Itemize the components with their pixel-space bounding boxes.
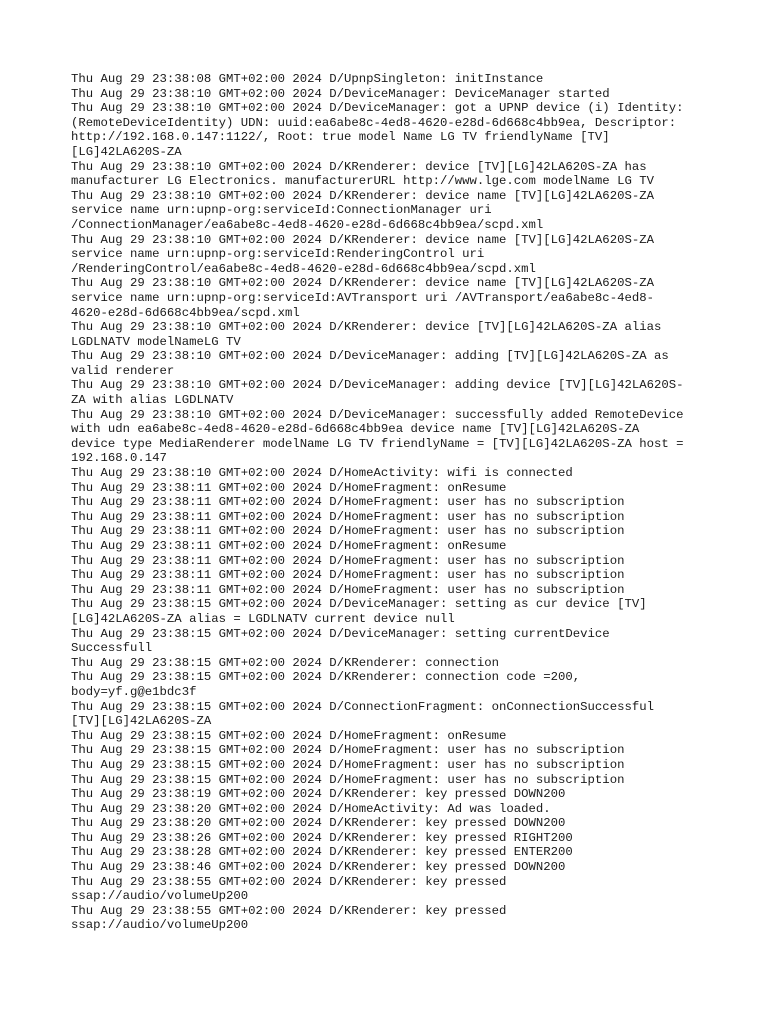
log-line: [LG]42LA620S-ZA alias = LGDLNATV current device null (71, 611, 455, 626)
log-line: Thu Aug 29 23:38:15 GMT+02:00 2024 D/ConnectionFragment: onConnectionSuccessful (71, 699, 654, 714)
log-line: Thu Aug 29 23:38:10 GMT+02:00 2024 D/DeviceManager: adding [TV][LG]42LA620S-ZA as (71, 349, 669, 364)
log-line: Thu Aug 29 23:38:08 GMT+02:00 2024 D/UpnpSingleton: initInstance (71, 72, 544, 86)
log-line: [TV][LG]42LA620S-ZA (71, 714, 212, 729)
log-line: Thu Aug 29 23:38:10 GMT+02:00 2024 D/HomeActivity: wifi is connected (71, 466, 573, 481)
log-line: Thu Aug 29 23:38:55 GMT+02:00 2024 D/KRenderer: key pressed (71, 874, 507, 889)
log-line: service name urn:upnp-org:serviceId:ConnectionManager uri (71, 203, 492, 218)
log-text (71, 72, 711, 933)
log-line: Thu Aug 29 23:38:20 GMT+02:00 2024 D/HomeActivity: Ad was loaded. (71, 801, 551, 816)
log-line: 192.168.0.147 (71, 451, 167, 466)
log-line: Thu Aug 29 23:38:19 GMT+02:00 2024 D/KRenderer: key pressed DOWN200 (71, 787, 566, 802)
log-line: Thu Aug 29 23:38:15 GMT+02:00 2024 D/DeviceManager: setting currentDevice (71, 626, 610, 641)
log-line: Thu Aug 29 23:38:15 GMT+02:00 2024 D/HomeFragment: onResume (71, 728, 507, 743)
log-line: Thu Aug 29 23:38:15 GMT+02:00 2024 D/HomeFragment: user has no subscription (71, 772, 625, 787)
log-line: Thu Aug 29 23:38:11 GMT+02:00 2024 D/HomeFragment: user has no subscription (71, 582, 625, 597)
log-line: Thu Aug 29 23:38:15 GMT+02:00 2024 D/KRenderer: connection (71, 655, 500, 670)
log-line: http://192.168.0.147:1122/, Root: true model Name LG TV friendlyName [TV] (71, 130, 610, 145)
log-line: ssap://audio/volumeUp200 (71, 918, 249, 933)
log-line: device type MediaRenderer modelName LG TV friendlyName = [TV][LG]42LA620S-ZA host = (71, 436, 684, 451)
log-line: Successfull (71, 641, 153, 656)
log-line: Thu Aug 29 23:38:10 GMT+02:00 2024 D/KRenderer: device name [TV][LG]42LA620S-ZA (71, 188, 654, 203)
log-line: (RemoteDeviceIdentity) UDN: uuid:ea6abe8c-4ed8-4620-e28d-6d668c4bb9ea, Descriptor: (71, 115, 677, 130)
log-line: Thu Aug 29 23:38:10 GMT+02:00 2024 D/KRenderer: device name [TV][LG]42LA620S-ZA (71, 276, 654, 291)
log-line: body=yf.g@e1bdc3f (71, 684, 197, 699)
log-line: Thu Aug 29 23:38:10 GMT+02:00 2024 D/DeviceManager: successfully added RemoteDevice (71, 407, 684, 422)
log-line: Thu Aug 29 23:38:55 GMT+02:00 2024 D/KRenderer: key pressed (71, 903, 507, 918)
log-line: Thu Aug 29 23:38:11 GMT+02:00 2024 D/HomeFragment: onResume (71, 480, 507, 495)
log-line: Thu Aug 29 23:38:11 GMT+02:00 2024 D/HomeFragment: onResume (71, 539, 507, 553)
log-line: Thu Aug 29 23:38:26 GMT+02:00 2024 D/KRenderer: key pressed RIGHT200 (71, 830, 573, 845)
log-line: LGDLNATV modelNameLG TV (71, 334, 241, 349)
log-line: Thu Aug 29 23:38:10 GMT+02:00 2024 D/DeviceManager: DeviceManager started (71, 86, 610, 101)
log-line: Thu Aug 29 23:38:15 GMT+02:00 2024 D/KRenderer: connection code =200, (71, 670, 581, 685)
log-line: /RenderingControl/ea6abe8c-4ed8-4620-e28d-6d668c4bb9ea/scpd.xml (71, 261, 536, 276)
log-line: manufacturer LG Electronics. manufacturerURL http://www.lge.com modelName LG TV (71, 174, 654, 189)
log-line: Thu Aug 29 23:38:10 GMT+02:00 2024 D/DeviceManager: got a UPNP device (i) Identity: (71, 101, 684, 116)
log-line: Thu Aug 29 23:38:10 GMT+02:00 2024 D/KRenderer: device [TV][LG]42LA620S-ZA alias (71, 320, 662, 335)
log-line: Thu Aug 29 23:38:15 GMT+02:00 2024 D/HomeFragment: user has no subscription (71, 743, 625, 758)
log-line: Thu Aug 29 23:38:11 GMT+02:00 2024 D/HomeFragment: user has no subscription (71, 509, 625, 524)
log-line: Thu Aug 29 23:38:11 GMT+02:00 2024 D/HomeFragment: user has no subscription (71, 495, 625, 510)
log-line: service name urn:upnp-org:serviceId:RenderingControl uri (71, 247, 485, 262)
log-line: [LG]42LA620S-ZA (71, 144, 182, 159)
log-line: Thu Aug 29 23:38:15 GMT+02:00 2024 D/DeviceManager: setting as cur device [TV] (71, 597, 647, 612)
log-line: Thu Aug 29 23:38:20 GMT+02:00 2024 D/KRenderer: key pressed DOWN200 (71, 816, 566, 831)
log-line: Thu Aug 29 23:38:10 GMT+02:00 2024 D/KRenderer: device name [TV][LG]42LA620S-ZA (71, 232, 654, 247)
log-line: with udn ea6abe8c-4ed8-4620-e28d-6d668c4bb9ea device name [TV][LG]42LA620S-ZA (71, 422, 640, 437)
log-line: Thu Aug 29 23:38:11 GMT+02:00 2024 D/HomeFragment: user has no subscription (71, 553, 625, 568)
log-line: Thu Aug 29 23:38:15 GMT+02:00 2024 D/HomeFragment: user has no subscription (71, 757, 625, 772)
log-line: Thu Aug 29 23:38:11 GMT+02:00 2024 D/HomeFragment: user has no subscription (71, 524, 625, 539)
log-line: valid renderer (71, 363, 175, 378)
log-line: ssap://audio/volumeUp200 (71, 889, 249, 904)
log-line: Thu Aug 29 23:38:46 GMT+02:00 2024 D/KRenderer: key pressed DOWN200 (71, 860, 566, 875)
log-line: service name urn:upnp-org:serviceId:AVTransport uri /AVTransport/ea6abe8c-4ed8- (71, 290, 654, 305)
log-line: Thu Aug 29 23:38:10 GMT+02:00 2024 D/KRenderer: device [TV][LG]42LA620S-ZA has (71, 159, 647, 174)
log-line: ZA with alias LGDLNATV (71, 393, 234, 408)
log-line: Thu Aug 29 23:38:28 GMT+02:00 2024 D/KRenderer: key pressed ENTER200 (71, 845, 573, 860)
log-line: Thu Aug 29 23:38:10 GMT+02:00 2024 D/DeviceManager: adding device [TV][LG]42LA620S- (71, 378, 684, 393)
log-line: /ConnectionManager/ea6abe8c-4ed8-4620-e28d-6d668c4bb9ea/scpd.xml (71, 217, 544, 232)
log-line: Thu Aug 29 23:38:11 GMT+02:00 2024 D/HomeFragment: user has no subscription (71, 568, 625, 583)
log-line: 4620-e28d-6d668c4bb9ea/scpd.xml (71, 305, 300, 320)
